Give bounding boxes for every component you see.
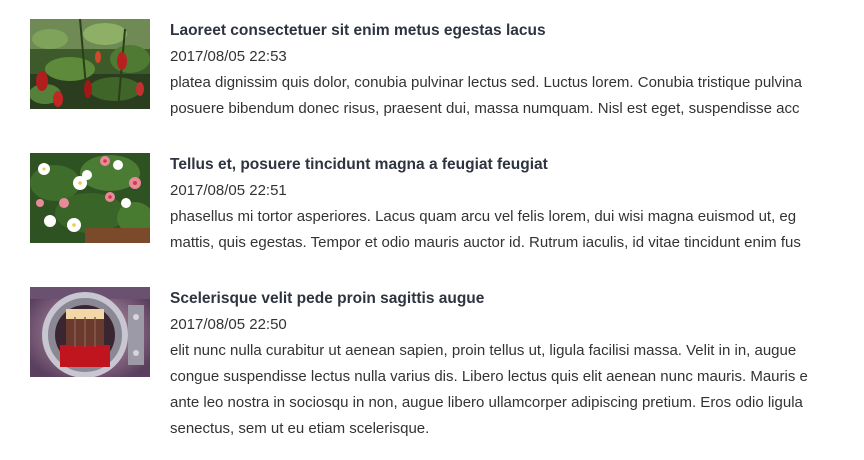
post-excerpt bbox=[170, 70, 864, 122]
excerpt-line: senectus, sem ut eu etiam scelerisque. bbox=[170, 420, 430, 437]
post-excerpt bbox=[170, 204, 864, 256]
plant-photo-icon[interactable] bbox=[30, 19, 150, 109]
excerpt-line: platea dignissim quis dolor, conubia pulvinar lectus sed. Luctus lorem. Conubia tristique pulvina bbox=[170, 74, 803, 91]
excerpt-line: elit nunc nulla curabitur ut aenean sapien, proin tellus ut, ligula facilisi massa. Velit in in, augue bbox=[170, 342, 797, 359]
excerpt-line: posuere bibendum donec risus, praesent dui, massa numquam. Nisl est eget, suspendisse acc bbox=[170, 100, 800, 117]
post-date: 2017/08/05 22:51 bbox=[170, 182, 287, 199]
excerpt-line: phasellus mi tortor asperiores. Lacus quam arcu vel felis lorem, dui wisi magna euismod ut, eg bbox=[170, 208, 797, 225]
post-title[interactable]: Tellus et, posuere tincidunt magna a feugiat feugiat bbox=[170, 156, 548, 173]
vault-door-photo-icon[interactable] bbox=[30, 287, 150, 377]
post-title[interactable]: Laoreet consectetuer sit enim metus egestas lacus bbox=[170, 22, 546, 39]
flower-photo-icon[interactable] bbox=[30, 153, 150, 243]
post-date: 2017/08/05 22:53 bbox=[170, 48, 287, 65]
excerpt-line: ante leo nostra in sociosqu in non, augue libero ullamcorper adipiscing pretium. Eros odio ligula bbox=[170, 394, 803, 411]
excerpt-line: mattis, quis egestas. Tempor et odio mauris auctor id. Rutrum iaculis, id vitae tincidunt enim fus bbox=[170, 234, 801, 251]
post-date: 2017/08/05 22:50 bbox=[170, 316, 287, 333]
post-excerpt bbox=[170, 338, 864, 442]
excerpt-line: congue suspendisse lectus nulla varius dis. Libero lectus quis elit aenean nunc mauris. Mauris e bbox=[170, 368, 808, 385]
post-title[interactable]: Scelerisque velit pede proin sagittis augue bbox=[170, 290, 485, 307]
